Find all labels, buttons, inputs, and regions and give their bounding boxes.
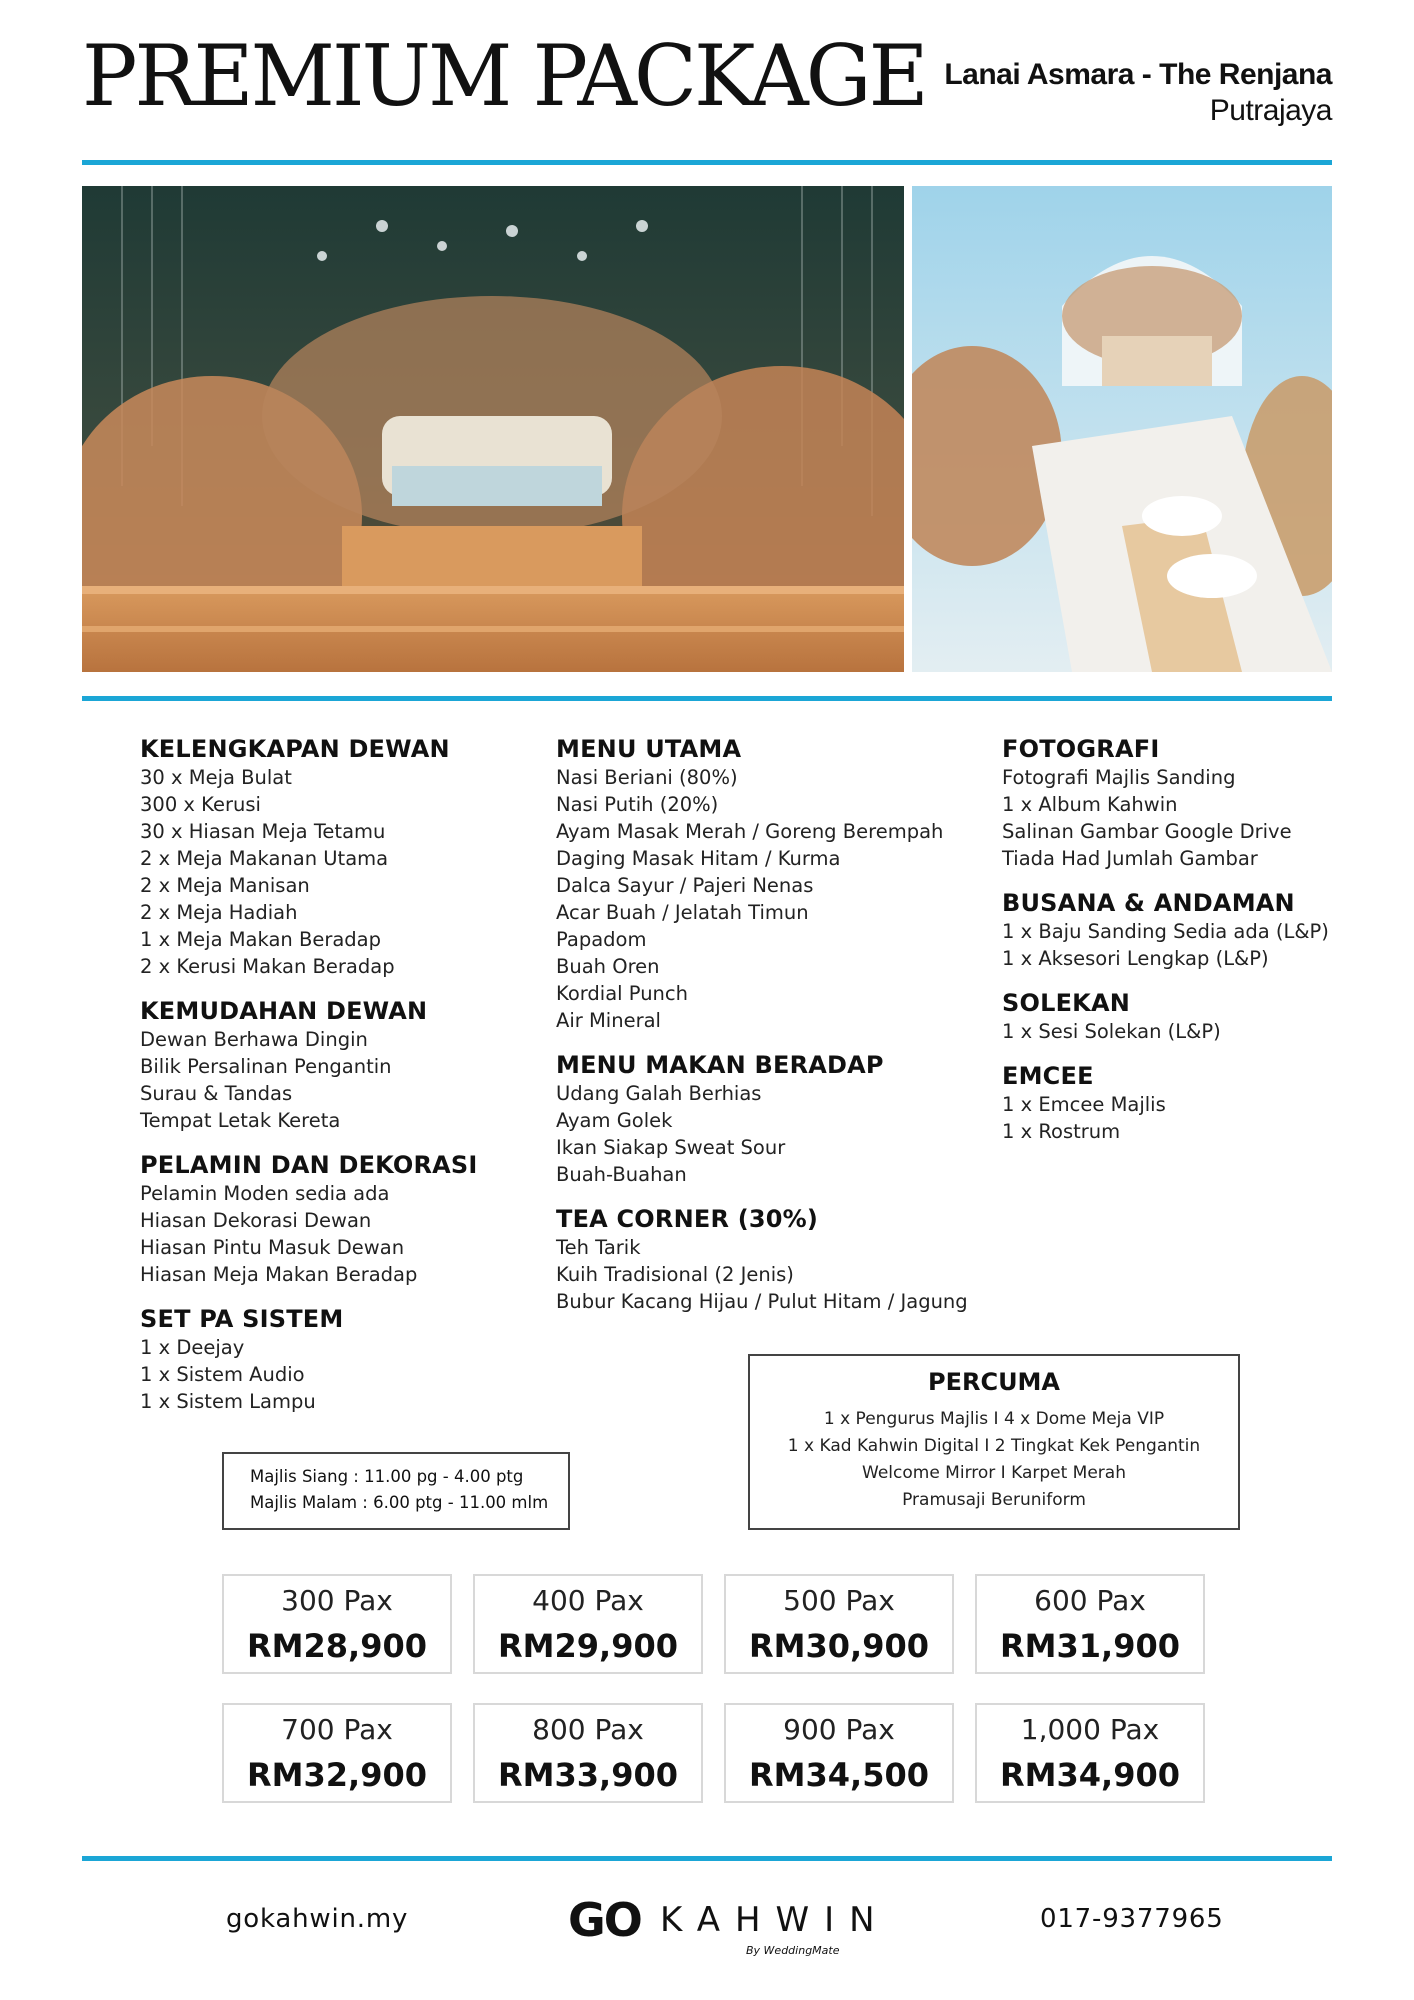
list-item: Teh Tarik [556,1236,641,1259]
list-item: Bilik Persalinan Pengantin [140,1055,392,1078]
section-tea-corner [556,1204,968,1315]
list-item: Tempat Letak Kereta [140,1109,341,1132]
section-menu-utama [556,734,968,1034]
price-amount: RM32,900 [247,1756,427,1794]
list-item: Hiasan Pintu Masuk Dewan [140,1236,405,1259]
section-heading: BUSANA & ANDAMAN [1002,889,1295,917]
price-amount: RM34,500 [749,1756,929,1794]
list-item: Ikan Siakap Sweat Sour [556,1136,786,1159]
list-item: 1 x Album Kahwin [1002,793,1178,816]
list-item: 1 x Sistem Audio [140,1363,305,1386]
percuma-line: Pramusaji Beruniform [902,1490,1086,1510]
section-kemudahan [140,996,478,1134]
list-item: Ayam Golek [556,1109,673,1132]
section-busana [1002,888,1329,972]
list-item: Daging Masak Hitam / Kurma [556,847,841,870]
list-item: Udang Galah Berhias [556,1082,762,1105]
list-item: Surau & Tandas [140,1082,293,1105]
section-heading: SOLEKAN [1002,989,1131,1017]
dining-table-photo [912,186,1332,672]
list-item: 1 x Rostrum [1002,1120,1121,1143]
price-pax: 300 Pax [281,1584,393,1617]
hours-day: Majlis Siang : 11.00 pg - 4.00 ptg [250,1467,524,1486]
list-item: 2 x Meja Hadiah [140,901,298,924]
hours-night: Majlis Malam : 6.00 ptg - 11.00 mlm [250,1493,549,1512]
list-item: Acar Buah / Jelatah Timun [556,901,809,924]
list-item: Papadom [556,928,647,951]
list-item: 1 x Meja Makan Beradap [140,928,382,951]
price-amount: RM29,900 [498,1627,678,1665]
section-heading: SET PA SISTEM [140,1305,344,1333]
price-card [724,1703,954,1803]
list-item: Tiada Had Jumlah Gambar [1002,847,1258,870]
list-item: Buah Oren [556,955,660,978]
list-item: Bubur Kacang Hijau / Pulut Hitam / Jagung [556,1290,968,1313]
percuma-line: Welcome Mirror I Karpet Merah [862,1463,1126,1483]
logo-kahwin: KAHWIN [660,1900,890,1940]
section-heading: EMCEE [1002,1062,1094,1090]
section-heading: FOTOGRAFI [1002,735,1160,763]
list-item: 30 x Meja Bulat [140,766,292,789]
list-item: Dewan Berhawa Dingin [140,1028,368,1051]
section-pa-sistem [140,1304,478,1415]
list-item: 1 x Sistem Lampu [140,1390,316,1413]
list-item: 1 x Aksesori Lengkap (L&P) [1002,947,1269,970]
event-hours-box [222,1452,570,1530]
list-item: Pelamin Moden sedia ada [140,1182,390,1205]
price-amount: RM28,900 [247,1627,427,1665]
list-item: Air Mineral [556,1009,661,1032]
percuma-line: 1 x Pengurus Majlis I 4 x Dome Meja VIP [823,1409,1165,1429]
price-amount: RM33,900 [498,1756,678,1794]
pelamin-stage-photo [82,186,904,672]
section-kelengkapan [140,734,478,980]
section-solekan [1002,988,1329,1045]
page-title: PREMIUM PACKAGE [82,27,926,125]
price-amount: RM30,900 [749,1627,929,1665]
bottom-divider [82,1856,1332,1861]
section-emcee [1002,1061,1329,1145]
price-pax: 900 Pax [783,1713,895,1746]
column-middle [556,734,968,1331]
list-item: Nasi Beriani (80%) [556,766,738,789]
price-amount: RM31,900 [1000,1627,1180,1665]
price-card [473,1574,703,1674]
list-item: Salinan Gambar Google Drive [1002,820,1292,843]
list-item: Ayam Masak Merah / Goreng Berempah [556,820,944,843]
list-item: Dalca Sayur / Pajeri Nenas [556,874,814,897]
middle-divider [82,696,1332,701]
price-pax: 400 Pax [532,1584,644,1617]
price-pax: 1,000 Pax [1020,1713,1160,1746]
price-card [222,1574,452,1674]
price-card [473,1703,703,1803]
section-heading: MENU MAKAN BERADAP [556,1051,884,1079]
price-pax: 600 Pax [1034,1584,1146,1617]
list-item: 1 x Emcee Majlis [1002,1093,1166,1116]
list-item: Fotografi Majlis Sanding [1002,766,1236,789]
section-pelamin [140,1150,478,1288]
price-card [724,1574,954,1674]
price-card [975,1703,1205,1803]
gokahwin-logo [568,1893,890,1964]
list-item: 1 x Sesi Solekan (L&P) [1002,1020,1221,1043]
list-item: 300 x Kerusi [140,793,261,816]
list-item: 1 x Baju Sanding Sedia ada (L&P) [1002,920,1329,943]
percuma-line: 1 x Kad Kahwin Digital I 2 Tingkat Kek Pengantin [787,1436,1201,1456]
list-item: 2 x Meja Manisan [140,874,310,897]
phone-number[interactable]: 017-9377965 [1040,1904,1224,1934]
list-item: Kordial Punch [556,982,688,1005]
section-heading: TEA CORNER (30%) [556,1205,819,1233]
price-pax: 500 Pax [783,1584,895,1617]
top-divider [82,160,1332,165]
venue-name: Lanai Asmara - The Renjana [944,58,1332,91]
list-item: Buah-Buahan [556,1163,687,1186]
section-heading: MENU UTAMA [556,735,742,763]
list-item: Hiasan Dekorasi Dewan [140,1209,372,1232]
section-heading: KEMUDAHAN DEWAN [140,997,428,1025]
section-fotografi [1002,734,1329,872]
price-pax: 800 Pax [532,1713,644,1746]
price-card [975,1574,1205,1674]
percuma-heading: PERCUMA [927,1368,1061,1396]
list-item: 1 x Deejay [140,1336,245,1359]
venue-location: Putrajaya [1209,94,1332,127]
column-left [140,734,478,1431]
percuma-box [748,1354,1240,1530]
list-item: Nasi Putih (20%) [556,793,719,816]
section-menu-beradap [556,1050,968,1188]
section-heading: KELENGKAPAN DEWAN [140,735,450,763]
price-pax: 700 Pax [281,1713,393,1746]
website-link[interactable]: gokahwin.my [226,1904,409,1934]
price-card [222,1703,452,1803]
logo-go: GO [568,1893,641,1947]
list-item: 30 x Hiasan Meja Tetamu [140,820,386,843]
column-right [1002,734,1329,1161]
logo-tagline: By WeddingMate [746,1944,840,1957]
venue-block [944,58,1332,128]
section-heading: PELAMIN DAN DEKORASI [140,1151,478,1179]
list-item: 2 x Kerusi Makan Beradap [140,955,395,978]
list-item: Hiasan Meja Makan Beradap [140,1263,418,1286]
list-item: 2 x Meja Makanan Utama [140,847,389,870]
price-amount: RM34,900 [1000,1756,1180,1794]
list-item: Kuih Tradisional (2 Jenis) [556,1263,794,1286]
